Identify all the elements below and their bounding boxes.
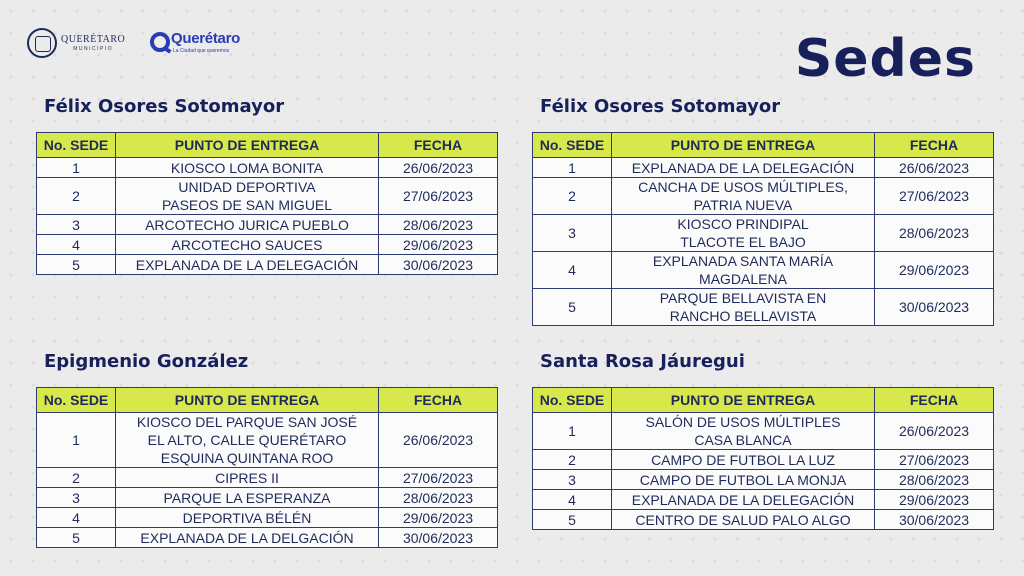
table-row bbox=[533, 510, 994, 530]
delivery-point: ARCOTECHO SAUCES bbox=[116, 235, 379, 255]
sede-number: 5 bbox=[37, 255, 116, 275]
sede-number: 4 bbox=[533, 252, 612, 289]
table-row bbox=[533, 413, 994, 450]
coat-of-arms-icon bbox=[27, 28, 57, 58]
city-logo-tagline: La Ciudad que queremos bbox=[173, 48, 230, 54]
table-row bbox=[37, 255, 498, 275]
delivery-date: 29/06/2023 bbox=[875, 490, 994, 510]
delivery-point: EXPLANADA SANTA MARÍA MAGDALENA bbox=[612, 252, 875, 289]
page-title: Sedes bbox=[794, 29, 976, 89]
sede-table bbox=[532, 387, 994, 530]
col-header-no-sede: No. SEDE bbox=[37, 133, 116, 158]
table-row bbox=[533, 450, 994, 470]
table-header-row bbox=[533, 388, 994, 413]
table-row bbox=[37, 508, 498, 528]
delivery-date: 26/06/2023 bbox=[875, 158, 994, 178]
col-header-fecha: FECHA bbox=[379, 133, 498, 158]
delivery-point: UNIDAD DEPORTIVA PASEOS DE SAN MIGUEL bbox=[116, 178, 379, 215]
sede-number: 3 bbox=[533, 470, 612, 490]
table-row bbox=[37, 528, 498, 548]
table-row bbox=[533, 215, 994, 252]
sede-number: 3 bbox=[37, 215, 116, 235]
municipio-logo-name: QUERÉTARO bbox=[61, 33, 126, 45]
delivery-point: ARCOTECHO JURICA PUEBLO bbox=[116, 215, 379, 235]
sede-number: 2 bbox=[533, 178, 612, 215]
delivery-point: CANCHA DE USOS MÚLTIPLES, PATRIA NUEVA bbox=[612, 178, 875, 215]
sede-number: 1 bbox=[533, 413, 612, 450]
delivery-date: 27/06/2023 bbox=[379, 468, 498, 488]
delivery-point: CAMPO DE FUTBOL LA LUZ bbox=[612, 450, 875, 470]
table-row bbox=[37, 468, 498, 488]
delivery-point: CAMPO DE FUTBOL LA MONJA bbox=[612, 470, 875, 490]
sede-number: 1 bbox=[37, 413, 116, 468]
delivery-date: 28/06/2023 bbox=[875, 215, 994, 252]
delivery-date: 26/06/2023 bbox=[875, 413, 994, 450]
delivery-date: 28/06/2023 bbox=[379, 488, 498, 508]
delivery-point: KIOSCO LOMA BONITA bbox=[116, 158, 379, 178]
delivery-date: 26/06/2023 bbox=[379, 158, 498, 178]
col-header-punto-entrega: PUNTO DE ENTREGA bbox=[612, 388, 875, 413]
delivery-date: 29/06/2023 bbox=[379, 235, 498, 255]
delivery-point: KIOSCO DEL PARQUE SAN JOSÉ EL ALTO, CALLE QUERÉTARO ESQUINA QUINTANA ROO bbox=[116, 413, 379, 468]
table-row bbox=[37, 158, 498, 178]
sede-block-felix-osores-1 bbox=[36, 96, 498, 275]
delivery-date: 27/06/2023 bbox=[379, 178, 498, 215]
col-header-no-sede: No. SEDE bbox=[533, 388, 612, 413]
queretaro-city-logo bbox=[150, 30, 240, 54]
table-row bbox=[37, 235, 498, 255]
delivery-date: 30/06/2023 bbox=[379, 528, 498, 548]
table-row bbox=[533, 490, 994, 510]
municipio-logo-subtitle: MUNICIPIO bbox=[73, 45, 114, 52]
sede-number: 4 bbox=[37, 235, 116, 255]
q-logo-icon bbox=[150, 32, 170, 52]
sede-number: 1 bbox=[533, 158, 612, 178]
delivery-date: 29/06/2023 bbox=[875, 252, 994, 289]
table-row bbox=[37, 413, 498, 468]
col-header-fecha: FECHA bbox=[875, 133, 994, 158]
table-row bbox=[533, 158, 994, 178]
sede-number: 2 bbox=[533, 450, 612, 470]
sede-title: Santa Rosa Jáuregui bbox=[540, 351, 745, 372]
sede-number: 3 bbox=[533, 215, 612, 252]
table-row bbox=[37, 488, 498, 508]
table-header-row bbox=[37, 388, 498, 413]
sede-title: Félix Osores Sotomayor bbox=[540, 96, 781, 117]
sede-number: 4 bbox=[533, 490, 612, 510]
delivery-point: KIOSCO PRINDIPAL TLACOTE EL BAJO bbox=[612, 215, 875, 252]
sede-table bbox=[532, 132, 994, 326]
sede-number: 5 bbox=[533, 289, 612, 326]
delivery-date: 27/06/2023 bbox=[875, 178, 994, 215]
table-row bbox=[533, 252, 994, 289]
delivery-date: 26/06/2023 bbox=[379, 413, 498, 468]
sede-number: 1 bbox=[37, 158, 116, 178]
sede-block-santa-rosa-jauregui bbox=[532, 351, 994, 530]
col-header-punto-entrega: PUNTO DE ENTREGA bbox=[116, 133, 379, 158]
sede-title: Epigmenio González bbox=[44, 351, 249, 372]
sede-block-felix-osores-2 bbox=[532, 96, 994, 326]
delivery-point: PARQUE LA ESPERANZA bbox=[116, 488, 379, 508]
table-header-row bbox=[37, 133, 498, 158]
sede-number: 3 bbox=[37, 488, 116, 508]
table-header-row bbox=[533, 133, 994, 158]
delivery-point: CENTRO DE SALUD PALO ALGO bbox=[612, 510, 875, 530]
sede-number: 2 bbox=[37, 468, 116, 488]
municipio-logo bbox=[27, 28, 125, 58]
delivery-date: 28/06/2023 bbox=[379, 215, 498, 235]
delivery-point: EXPLANADA DE LA DELEGACIÓN bbox=[612, 490, 875, 510]
sede-number: 5 bbox=[37, 528, 116, 548]
delivery-date: 30/06/2023 bbox=[379, 255, 498, 275]
table-row bbox=[37, 215, 498, 235]
delivery-date: 30/06/2023 bbox=[875, 289, 994, 326]
table-row bbox=[37, 178, 498, 215]
delivery-point: EXPLANADA DE LA DELEGACIÓN bbox=[116, 255, 379, 275]
col-header-fecha: FECHA bbox=[875, 388, 994, 413]
delivery-point: EXPLANADA DE LA DELGACIÓN bbox=[116, 528, 379, 548]
table-row bbox=[533, 289, 994, 326]
col-header-no-sede: No. SEDE bbox=[533, 133, 612, 158]
table-row bbox=[533, 470, 994, 490]
col-header-fecha: FECHA bbox=[379, 388, 498, 413]
sede-number: 5 bbox=[533, 510, 612, 530]
sede-table bbox=[36, 387, 498, 548]
delivery-point: DEPORTIVA BÉLÉN bbox=[116, 508, 379, 528]
sede-block-epigmenio-gonzalez bbox=[36, 351, 498, 548]
sede-title: Félix Osores Sotomayor bbox=[44, 96, 285, 117]
delivery-date: 28/06/2023 bbox=[875, 470, 994, 490]
col-header-punto-entrega: PUNTO DE ENTREGA bbox=[612, 133, 875, 158]
col-header-punto-entrega: PUNTO DE ENTREGA bbox=[116, 388, 379, 413]
city-logo-name: Querétaro bbox=[171, 30, 240, 47]
delivery-point: SALÓN DE USOS MÚLTIPLES CASA BLANCA bbox=[612, 413, 875, 450]
delivery-date: 30/06/2023 bbox=[875, 510, 994, 530]
col-header-no-sede: No. SEDE bbox=[37, 388, 116, 413]
sede-number: 4 bbox=[37, 508, 116, 528]
sede-number: 2 bbox=[37, 178, 116, 215]
delivery-point: EXPLANADA DE LA DELEGACIÓN bbox=[612, 158, 875, 178]
delivery-point: CIPRES II bbox=[116, 468, 379, 488]
delivery-date: 27/06/2023 bbox=[875, 450, 994, 470]
sede-table bbox=[36, 132, 498, 275]
delivery-date: 29/06/2023 bbox=[379, 508, 498, 528]
table-row bbox=[533, 178, 994, 215]
delivery-point: PARQUE BELLAVISTA EN RANCHO BELLAVISTA bbox=[612, 289, 875, 326]
